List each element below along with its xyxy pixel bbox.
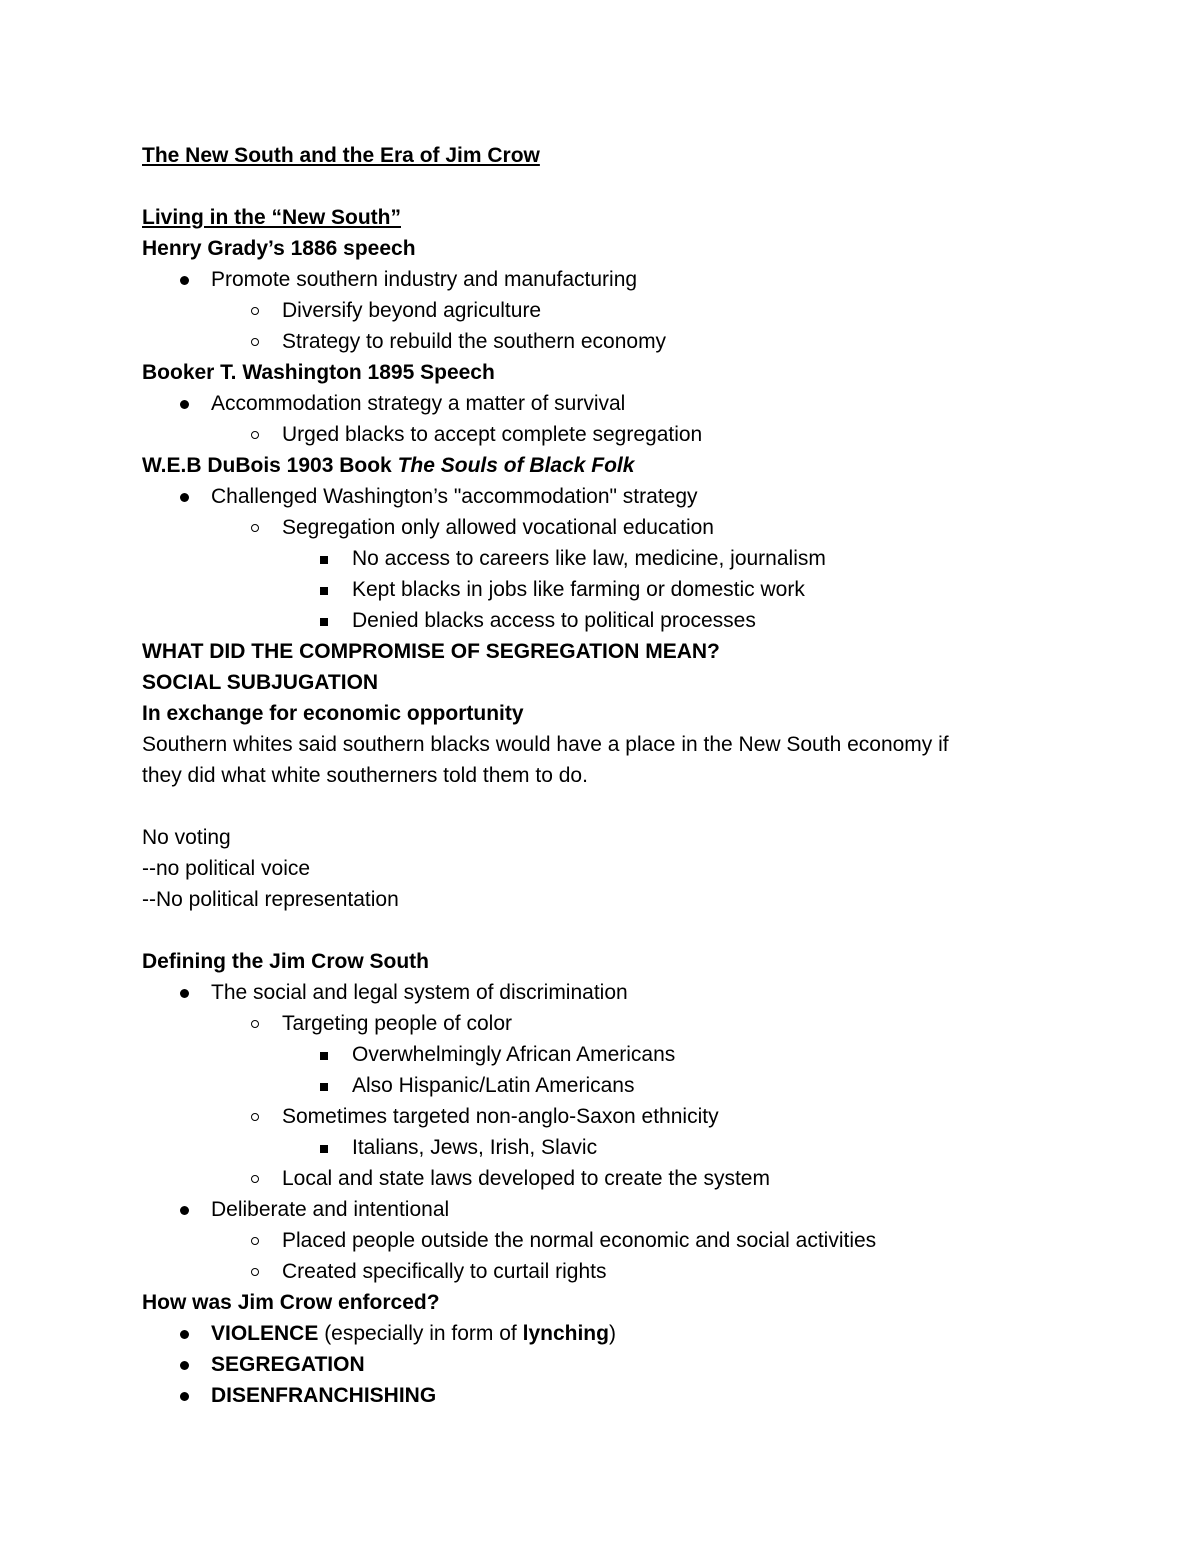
list-item: Local and state laws developed to create the system	[282, 1167, 770, 1190]
list-item-violence	[211, 1318, 616, 1349]
section-heading-new-south: Living in the “New South”	[142, 206, 401, 229]
compromise-answer: SOCIAL SUBJUGATION	[142, 671, 379, 694]
list-item-segregation: SEGREGATION	[211, 1353, 365, 1376]
list-item: Accommodation strategy a matter of survival	[211, 392, 626, 415]
list-item: Challenged Washington’s "accommodation" strategy	[211, 485, 698, 508]
dubois-heading	[142, 450, 634, 481]
bullet-square-icon	[320, 587, 328, 595]
lynching-label: lynching	[522, 1322, 609, 1345]
bullet-square-icon	[320, 556, 328, 564]
bullet-disc-icon	[180, 1330, 189, 1339]
list-item: Promote southern industry and manufacturing	[211, 268, 638, 291]
no-voice-line: --no political voice	[142, 857, 311, 880]
no-representation-line: --No political representation	[142, 888, 399, 911]
list-item: Created specifically to curtail rights	[282, 1260, 607, 1283]
grady-heading: Henry Grady’s 1886 speech	[142, 237, 416, 260]
bullet-circle-icon	[251, 524, 259, 532]
bullet-disc-icon	[180, 1392, 189, 1401]
bullet-circle-icon	[251, 307, 259, 315]
bullet-square-icon	[320, 1083, 328, 1091]
list-item: Sometimes targeted non-anglo-Saxon ethnicity	[282, 1105, 719, 1128]
violence-label: VIOLENCE	[211, 1322, 319, 1345]
no-voting-line: No voting	[142, 826, 231, 849]
bullet-disc-icon	[180, 493, 189, 502]
list-item: Also Hispanic/Latin Americans	[352, 1074, 635, 1097]
bullet-disc-icon	[180, 276, 189, 285]
enforced-heading: How was Jim Crow enforced?	[142, 1291, 440, 1314]
bullet-square-icon	[320, 1145, 328, 1153]
list-item: Strategy to rebuild the southern economy	[282, 330, 667, 353]
bullet-disc-icon	[180, 400, 189, 409]
list-item: The social and legal system of discrimination	[211, 981, 628, 1004]
bullet-disc-icon	[180, 1361, 189, 1370]
defining-heading: Defining the Jim Crow South	[142, 950, 429, 973]
washington-heading: Booker T. Washington 1895 Speech	[142, 361, 495, 384]
bullet-square-icon	[320, 1052, 328, 1060]
list-item: Placed people outside the normal economic and social activities	[282, 1229, 877, 1252]
book-title: The Souls of Black Folk	[397, 454, 635, 477]
bullet-circle-icon	[251, 431, 259, 439]
bullet-circle-icon	[251, 1113, 259, 1121]
bullet-circle-icon	[251, 1175, 259, 1183]
violence-note-open: (especially in form of	[318, 1322, 523, 1345]
list-item: Italians, Jews, Irish, Slavic	[352, 1136, 598, 1159]
compromise-exchange: In exchange for economic opportunity	[142, 702, 524, 725]
violence-note-close: )	[608, 1322, 616, 1345]
bullet-circle-icon	[251, 1237, 259, 1245]
list-item: Denied blacks access to political processes	[352, 609, 756, 632]
bullet-disc-icon	[180, 1206, 189, 1215]
compromise-paragraph-line: Southern whites said southern blacks would have a place in the New South economy if	[142, 733, 949, 756]
compromise-question: WHAT DID THE COMPROMISE OF SEGREGATION MEAN?	[142, 640, 720, 663]
list-item: Segregation only allowed vocational education	[282, 516, 714, 539]
list-item: Kept blacks in jobs like farming or domestic work	[352, 578, 805, 601]
compromise-paragraph-line: they did what white southerners told them to do.	[142, 764, 588, 787]
list-item: No access to careers like law, medicine, journalism	[352, 547, 826, 570]
document-title: The New South and the Era of Jim Crow	[142, 144, 540, 167]
list-item: Diversify beyond agriculture	[282, 299, 542, 322]
list-item: Overwhelmingly African Americans	[352, 1043, 676, 1066]
list-item: Deliberate and intentional	[211, 1198, 450, 1221]
bullet-circle-icon	[251, 338, 259, 346]
bullet-square-icon	[320, 618, 328, 626]
list-item: Urged blacks to accept complete segregation	[282, 423, 703, 446]
list-item: Targeting people of color	[282, 1012, 512, 1035]
bullet-circle-icon	[251, 1020, 259, 1028]
dubois-heading-prefix: W.E.B DuBois 1903 Book	[142, 454, 398, 477]
bullet-circle-icon	[251, 1268, 259, 1276]
bullet-disc-icon	[180, 989, 189, 998]
list-item-disenfranchising: DISENFRANCHISHING	[211, 1384, 437, 1407]
